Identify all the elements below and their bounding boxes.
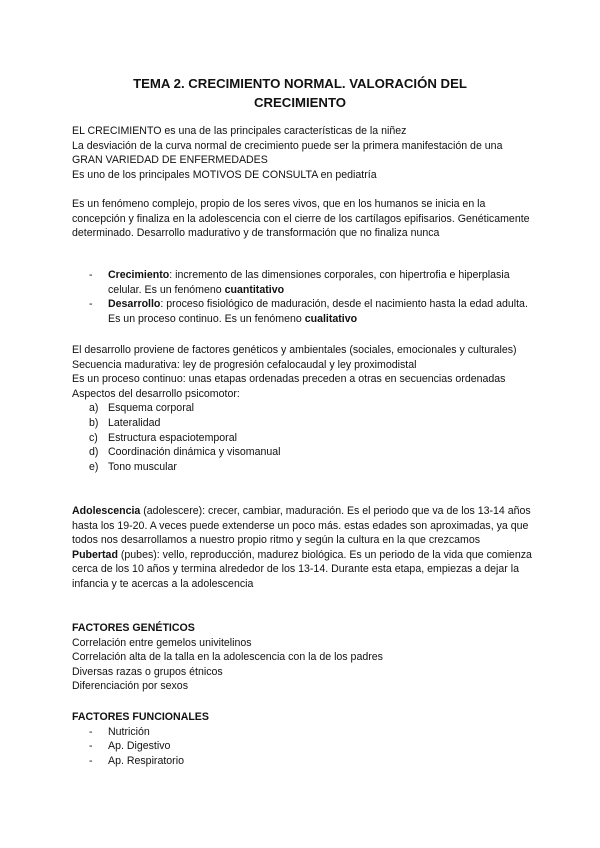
stages-section bbox=[72, 504, 534, 592]
intro-line: La desviación de la curva normal de crecimiento puede ser la primera manifestación de una GRAN VARIEDAD DE ENFERMEDADES bbox=[72, 139, 503, 167]
title-line-2: CRECIMIENTO bbox=[253, 95, 347, 110]
list-item: Correlación entre gemelos univitelinos bbox=[72, 636, 252, 649]
list-item: - Ap. Digestivo bbox=[72, 739, 534, 754]
list-item: Correlación alta de la talla en la adolescencia con la de los padres bbox=[72, 651, 383, 664]
title-line-1: TEMA 2. CRECIMIENTO NORMAL. VALORACIÓN DEL bbox=[133, 76, 467, 91]
concept-text: : incremento de las dimensiones corporales, con hipertrofia e hiperplasia celular. Es un fenómeno bbox=[108, 269, 510, 296]
concept-text: : proceso fisiológico de maduración, desde el nacimiento hasta la edad adulta. Es un proceso continuo. Es un fenómeno bbox=[108, 298, 528, 325]
concept-term: Crecimiento bbox=[108, 269, 170, 281]
concept-emphasis: cualitativo bbox=[304, 312, 358, 325]
list-item: c) Estructura espaciotemporal bbox=[89, 431, 237, 444]
concept-growth bbox=[72, 268, 534, 297]
intro-section bbox=[72, 124, 534, 182]
page-title bbox=[0, 74, 600, 112]
section-heading: FACTORES GENÉTICOS bbox=[72, 622, 195, 634]
development-line: Es un proceso continuo: unas etapas ordenadas preceden a otras en secuencias ordenadas bbox=[72, 373, 506, 386]
list-item: - Ap. Respiratorio bbox=[72, 754, 534, 769]
puberty-paragraph: Pubertad (pubes): vello, reproducción, madurez biológica. Es un periodo de la vida que comienza cerca de los 10 años y termina alrededor de los 13-14. Durante esta etapa, empiezas a dejar la infancia y te acercas a la adolescencia bbox=[72, 548, 532, 590]
list-item: d) Coordinación dinámica y visomanual bbox=[89, 446, 281, 459]
development-line: El desarrollo proviene de factores genéticos y ambientales (sociales, emocionales y culturales) bbox=[72, 344, 517, 356]
adolescence-paragraph: Adolescencia (adolescere): crecer, cambiar, maduración. Es el periodo que va de los 13-14 años hasta los 19-20. A veces puede extenderse un poco más. estas edades son aproximadas, ya que todos nos desarrollamos a nuestro propio ritmo y según la cultura en la que crezcamos bbox=[72, 505, 531, 547]
concept-emphasis: cuantitativo bbox=[224, 283, 285, 296]
functional-factors-section bbox=[72, 710, 534, 768]
list-item: Diferenciación por sexos bbox=[72, 680, 188, 693]
list-item: - Nutrición bbox=[72, 725, 534, 740]
development-line: Secuencia madurativa: ley de progresión cefalocaudal y ley proximodistal bbox=[72, 358, 417, 371]
development-line: Aspectos del desarrollo psicomotor: bbox=[72, 387, 240, 400]
list-item: a) Esquema corporal bbox=[89, 402, 194, 415]
intro-line: Es uno de los principales MOTIVOS DE CONSULTA en pediatría bbox=[72, 168, 377, 181]
genetic-factors-section bbox=[72, 621, 534, 694]
concept-term: Desarrollo bbox=[108, 298, 161, 311]
list-item: b) Lateralidad bbox=[89, 416, 161, 429]
development-section bbox=[72, 343, 534, 474]
list-item: e) Tono muscular bbox=[89, 460, 177, 473]
concepts-list bbox=[72, 268, 534, 326]
psychomotor-aspects-list bbox=[72, 401, 534, 474]
complex-phenomenon-paragraph: Es un fenómeno complejo, propio de los seres vivos, que en los humanos se inicia en la concepción y finaliza en la adolescencia con el cierre de los cartílagos epifisarios. Genéticamente determinado. Desarrollo madurativo y de transformación que no finaliza nunca bbox=[72, 198, 530, 240]
intro-line: EL CRECIMIENTO es una de las principales características de la niñez bbox=[72, 125, 407, 137]
concept-development bbox=[72, 297, 534, 326]
list-item: Diversas razas o grupos étnicos bbox=[72, 665, 223, 678]
section-heading: FACTORES FUNCIONALES bbox=[72, 711, 209, 723]
